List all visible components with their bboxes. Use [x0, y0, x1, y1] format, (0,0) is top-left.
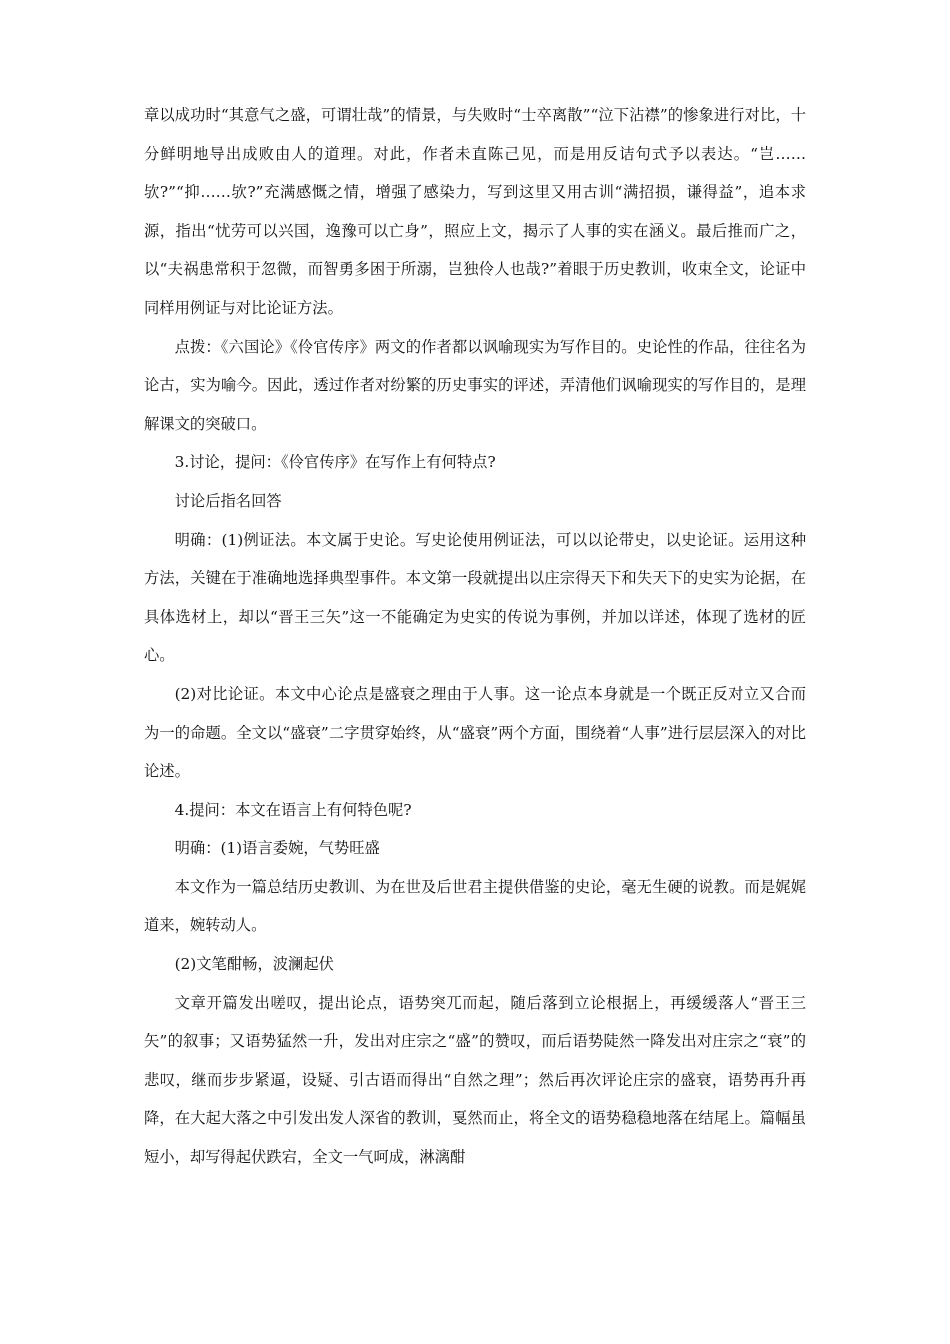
paragraph-tip: 点拨：《六国论》《伶官传序》两文的作者都以讽喻现实为写作目的。史论性的作品，往往名为论古，实为喻今。因此，透过作者对纷繁的历史事实的评述，弄清他们讽喻现实的写作目的，是理解课文的突破口。: [144, 337, 806, 433]
paragraph-continuation: 章以成功时“其意气之盛，可谓壮哉”的情景，与失败时“士卒离散”“泣下沾襟”的惨象进行对比，十分鲜明地导出成败由人的道理。对此，作者未直陈己见，而是用反诘句式予以表达。“岂……欤?”“抑……欤?”充满感慨之情，增强了感染力，写到这里又用古训“满招损，谦得益”，追本求源，指出“忧劳可以兴国，逸豫可以亡身”，照应上文，揭示了人事的实在涵义。最后推而广之，以“夫祸患常积于忽微，而智勇多困于所溺，岂独伶人也哉?”着眼于历史教训，收束全文，论证中同样用例证与对比论证方法。: [144, 106, 806, 317]
document-body: [144, 96, 806, 1177]
paragraph-style-detail: 文章开篇发出嗟叹，提出论点，语势突兀而起，随后落到立论根据上，再缓缓落人“晋王三矢”的叙事；又语势猛然一升，发出对庄宗之“盛”的赞叹，而后语势陡然一降发出对庄宗之“衰”的悲叹，继而步步紧逼，设疑、引古语而得出“自然之理”；然后再次评论庄宗的盛衰，语势再升再降，在大起大落之中引发出发人深省的教训，戛然而止，将全文的语势稳稳地落在结尾上。篇幅虽短小，却写得起伏跌宕，全文一气呵成，淋漓酣: [144, 993, 806, 1167]
paragraph-language-detail: 本文作为一篇总结历史教训、为在世及后世君主提供借鉴的史论，毫无生硬的说教。而是娓娓道来，婉转动人。: [144, 877, 806, 935]
paragraph-style-heading: (2)文笔酣畅，波澜起伏: [174, 955, 334, 974]
paragraph-answer-example-method: 明确：(1)例证法。本文属于史论。写史论使用例证法，可以以论带史，以史论证。运用这种方法，关键在于准确地选择典型事件。本文第一段就提出以庄宗得天下和失天下的史实为论据，在具体选材上，却以“晋王三矢”这一不能确定为史实的传说为事例，并加以详述，体现了选材的匠心。: [144, 530, 806, 665]
paragraph-question-4: 4.提问：本文在语言上有何特色呢?: [174, 800, 412, 819]
paragraph-discussion: 讨论后指名回答: [174, 491, 282, 510]
paragraph-question-3: 3.讨论，提问：《伶官传序》在写作上有何特点?: [174, 453, 496, 472]
paragraph-answer-contrast: (2)对比论证。本文中心论点是盛衰之理由于人事。这一论点本身就是一个既正反对立又合而为一的命题。全文以“盛衰”二字贯穿始终，从“盛衰”两个方面，围绕着“人事”进行层层深入的对比论述。: [144, 684, 806, 781]
paragraph-answer-language: 明确：(1)语言委婉，气势旺盛: [174, 839, 380, 858]
